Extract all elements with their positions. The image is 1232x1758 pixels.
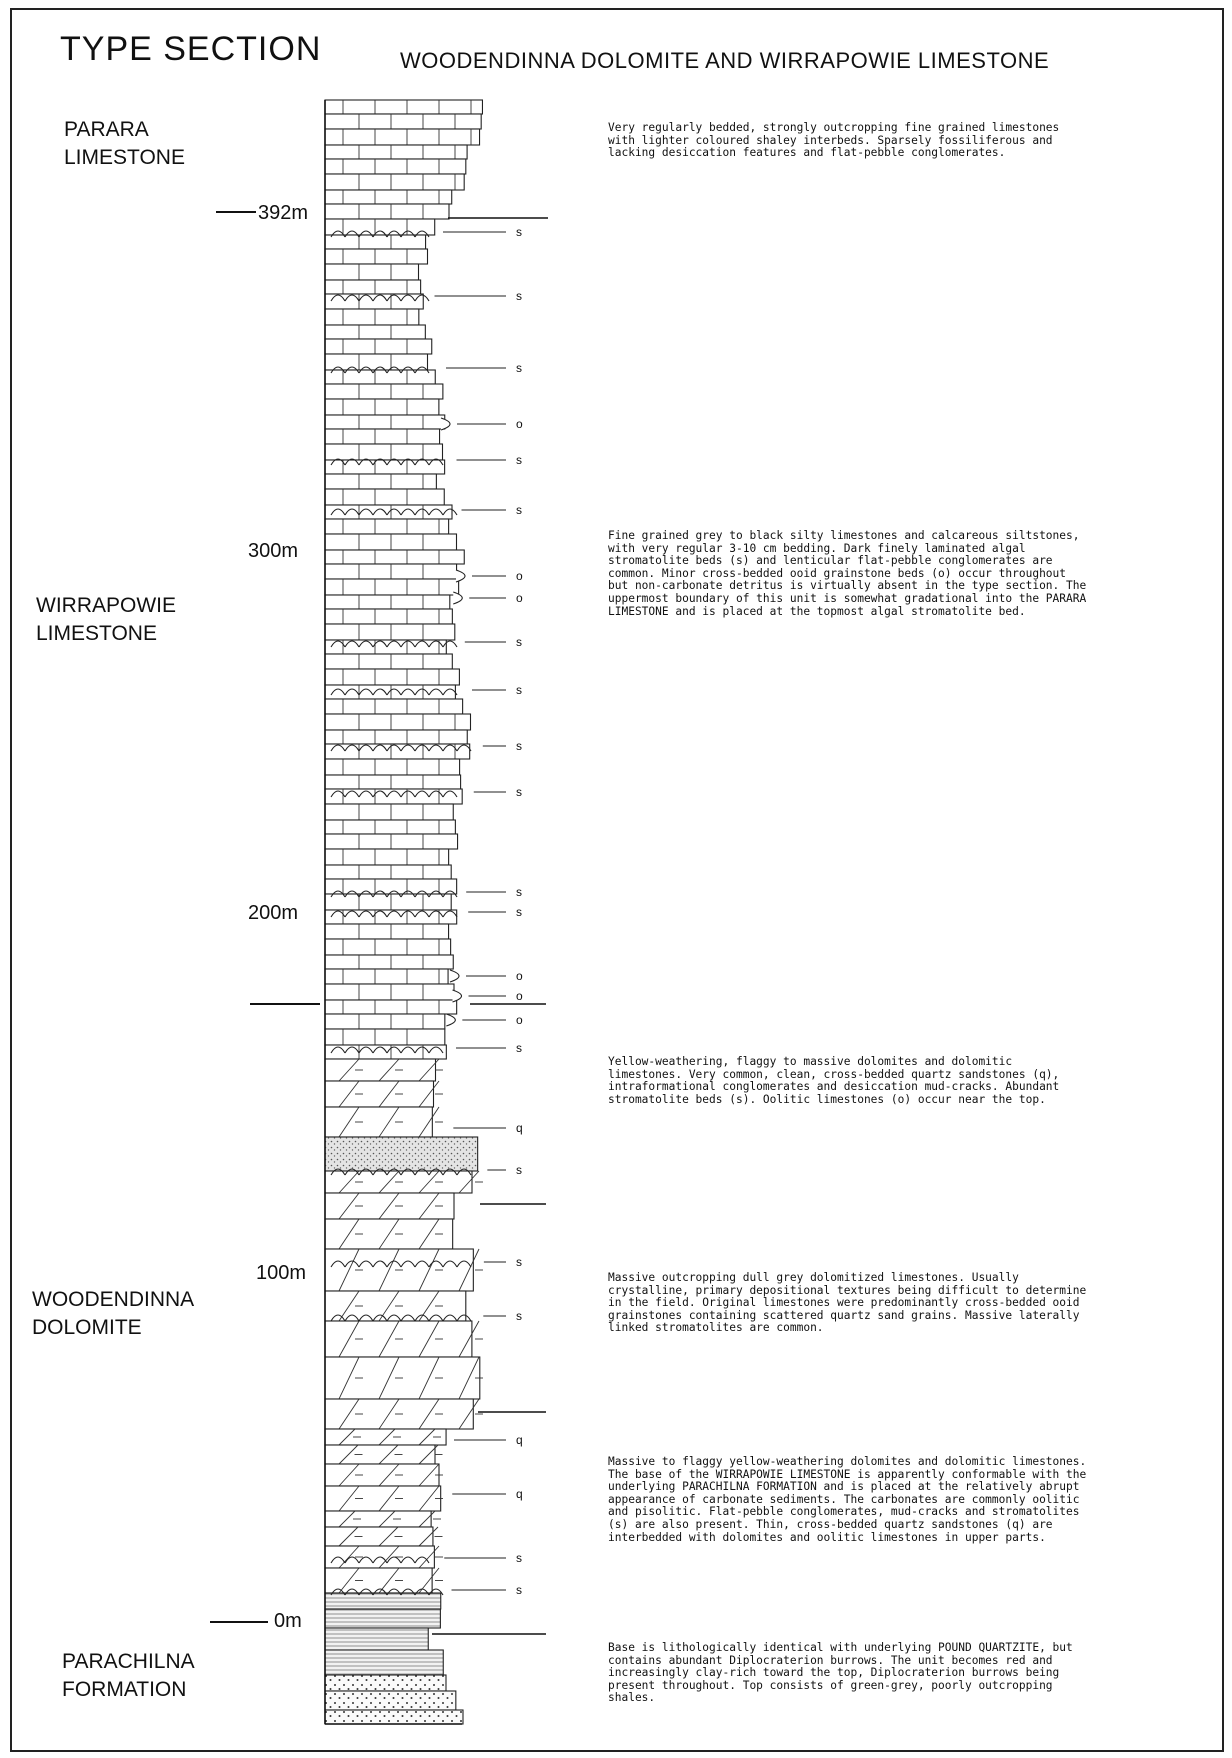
depth-label-0m: 0m — [274, 1610, 302, 1632]
bed — [325, 204, 449, 219]
bed-label: s — [516, 683, 522, 697]
bed — [325, 1081, 434, 1107]
description-upper-woodendinna: Yellow-weathering, flaggy to massive dolomites and dolomitic limestones. Very common, clean, cross-bedded quartz sandstones (q), intraformational conglomerates and desiccation mud-cracks. Abundant stromatolite beds (s). Oolitic limestones (o) occur near the top. — [608, 1055, 1060, 1106]
figure-title: TYPE SECTION — [60, 30, 322, 68]
bed — [325, 264, 419, 280]
unit-label-line: WIRRAPOWIE — [36, 594, 176, 617]
bed — [325, 984, 454, 1000]
ooid-lobe — [446, 1014, 455, 1026]
bed — [325, 370, 435, 384]
bed — [325, 1609, 440, 1628]
bed — [325, 894, 451, 910]
bed — [325, 955, 453, 969]
bed — [325, 775, 461, 789]
depth-label-300m: 300m — [248, 540, 299, 562]
bed — [325, 429, 440, 444]
bed-label: s — [516, 905, 522, 919]
bed — [325, 1593, 441, 1609]
bed — [325, 1137, 478, 1171]
bed — [325, 384, 443, 399]
bed — [325, 519, 449, 534]
unit-label-line: DOLOMITE — [32, 1316, 142, 1339]
bed — [325, 1000, 457, 1014]
description-parachilna: Base is lithologically identical with underlying POUND QUARTZITE, but contains abundant Diplocraterion burrows. The unit becomes red and increasingly clay-rich toward the top, Diplocraterion burrows being present throughout. Top consists of green-grey, poorly outcropping shales. — [608, 1641, 1073, 1705]
bed-label: s — [516, 503, 522, 517]
bed — [325, 1691, 456, 1710]
ooid-lobe — [456, 570, 465, 582]
bed — [325, 865, 451, 879]
bed — [325, 190, 452, 204]
bed — [325, 609, 452, 624]
bed — [325, 415, 445, 429]
bed — [325, 685, 455, 699]
bed — [325, 100, 482, 114]
bed-label: s — [516, 289, 522, 303]
bed-label: s — [516, 1583, 522, 1597]
bed — [325, 1527, 433, 1546]
bed — [325, 654, 452, 669]
bed — [325, 159, 466, 174]
ooid-lobe — [450, 970, 459, 982]
depth-label-392m: 392m — [258, 202, 309, 224]
bed-label: s — [516, 1309, 522, 1323]
bed-label: s — [516, 885, 522, 899]
bed — [325, 444, 443, 460]
unit-label-line: PARARA — [64, 118, 149, 141]
ooid-lobe — [453, 990, 462, 1002]
bed-label: s — [516, 1255, 522, 1269]
bed — [325, 399, 439, 415]
bed — [325, 474, 436, 489]
bed — [325, 339, 432, 354]
bed — [325, 325, 425, 339]
bed-label: o — [516, 969, 523, 983]
bed — [325, 924, 449, 939]
bed-label: s — [516, 785, 522, 799]
bed-label: q — [516, 1121, 523, 1135]
unit-label-line: LIMESTONE — [36, 622, 157, 645]
bed — [325, 714, 471, 730]
bed-label: q — [516, 1433, 523, 1447]
description-parara: Very regularly bedded, strongly outcropping fine grained limestones with lighter coloured shaley interbeds. Sparsely fossiliferous and lacking desiccation features and flat-pebble conglomerates. — [608, 121, 1060, 160]
bed-label: s — [516, 1551, 522, 1565]
bed — [325, 1675, 446, 1691]
ooid-lobe — [453, 592, 462, 604]
description-wirrapowie: Fine grained grey to black silty limestones and calcareous siltstones, with very regular 3-10 cm bedding. Dark finely laminated algal stromatolite beds (s) and lenticular flat-pebble conglomerates are common. Minor cross-bedded ooid grainstone beds (o) occur throughout but non-carbonate detritus is virtually absent in the type section. The uppermost boundary of this unit is somewhat gradational into the PARARA LIMESTONE and is placed at the topmost algal stromatolite bed. — [608, 529, 1087, 618]
bed — [325, 730, 467, 744]
bed-label: o — [516, 591, 523, 605]
bed — [325, 309, 419, 325]
bed — [325, 1710, 463, 1724]
bed-label: s — [516, 739, 522, 753]
bed — [325, 1650, 443, 1675]
bed — [325, 849, 449, 865]
bed-label: s — [516, 1163, 522, 1177]
bed-label: o — [516, 989, 523, 1003]
unit-label-line: LIMESTONE — [64, 146, 185, 169]
unit-label-line: PARACHILNA — [62, 1650, 195, 1673]
column-body — [325, 100, 483, 1724]
bed-label: s — [516, 453, 522, 467]
ooid-lobe — [441, 418, 450, 430]
bed — [325, 699, 463, 714]
unit-label-line: WOODENDINNA — [32, 1288, 195, 1311]
bed-label: s — [516, 1041, 522, 1055]
description-middle-woodendinna: Massive outcropping dull grey dolomitized limestones. Usually crystalline, primary depositional textures being difficult to determine in the field. Original limestones were predominantly cross-bedded ooid grainstones containing scattered quartz sand grains. Massive laterally linked stromatolites are common. — [608, 1271, 1087, 1335]
bed-label: q — [516, 1487, 523, 1501]
bed — [325, 820, 455, 834]
bed — [325, 280, 421, 294]
bed — [325, 939, 451, 955]
bed-label: s — [516, 225, 522, 239]
bed — [325, 624, 455, 640]
bed — [325, 235, 426, 249]
figure-subtitle: WOODENDINNA DOLOMITE AND WIRRAPOWIE LIMESTONE — [400, 48, 1050, 73]
description-lower-woodendinna: Massive to flaggy yellow-weathering dolomites and dolomitic limestones. The base of the WIRRAPOWIE LIMESTONE is apparently conformable with the underlying PARACHILNA FORMATION and is placed at the relatively abrupt appearance of carbonate sediments. The carbonates are commonly oolitic and pisolitic. Flat-pebble conglomerates, mud-cracks and stromatolites (s) are also present. Thin, cross-bedded quartz sandstones (q) are interbedded with dolomites and oolitic limestones in upper parts. — [608, 1455, 1087, 1544]
bed — [325, 1628, 428, 1650]
bed-label: o — [516, 1013, 523, 1027]
bed — [325, 595, 450, 609]
unit-label-line: FORMATION — [62, 1678, 187, 1701]
bed-label: s — [516, 635, 522, 649]
bed — [325, 145, 467, 159]
bed — [325, 249, 428, 264]
bed — [325, 114, 481, 129]
bed — [325, 550, 464, 564]
bed — [325, 804, 453, 820]
bed-label: s — [516, 361, 522, 375]
bed — [325, 294, 423, 309]
depth-label-100m: 100m — [256, 1262, 307, 1284]
bed-label: o — [516, 569, 523, 583]
bed — [325, 1107, 432, 1137]
bed — [325, 129, 480, 145]
bed — [325, 969, 448, 984]
bed — [325, 1429, 446, 1445]
bed-label: o — [516, 417, 523, 431]
bed — [325, 1014, 445, 1029]
bed — [325, 174, 464, 190]
depth-label-200m: 200m — [248, 902, 299, 924]
